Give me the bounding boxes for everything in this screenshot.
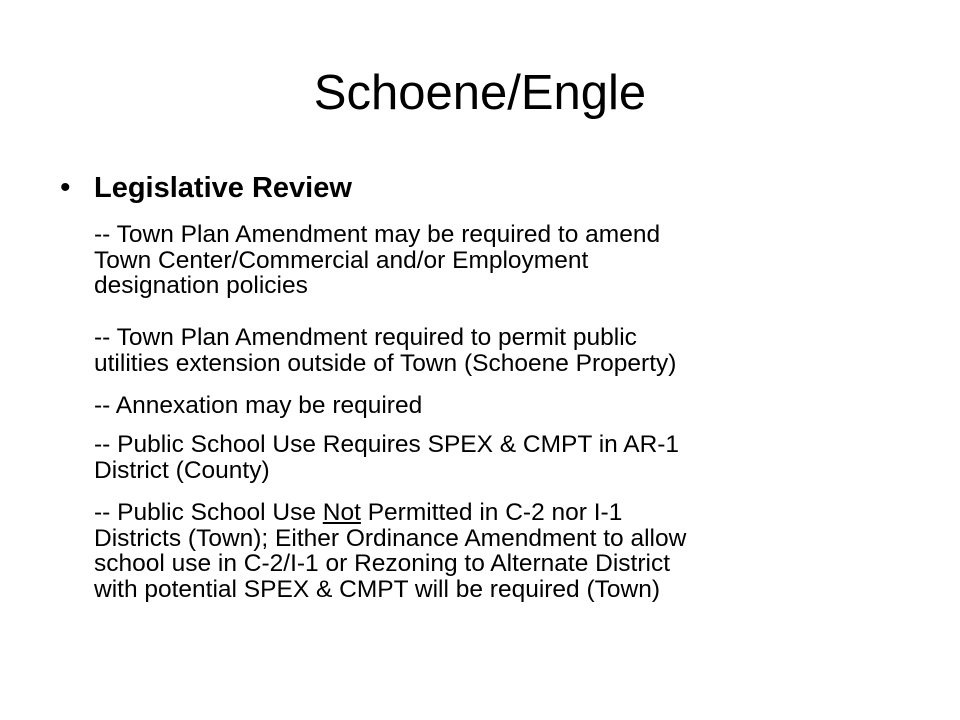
bullet-heading-row — [60, 168, 352, 208]
bullet-icon: • — [60, 171, 71, 204]
item-line: District (County) — [94, 456, 270, 484]
review-item-town-plan-amendment — [94, 222, 660, 299]
item-text: -- Public School Use — [94, 499, 323, 526]
item-line: Districts (Town); Either Ordinance Amendment to allow — [94, 524, 687, 552]
review-item-annexation — [94, 393, 422, 419]
item-text: Permitted in C-2 nor I-1 — [360, 499, 623, 526]
review-item-public-school-town — [94, 500, 686, 602]
item-line: Town Center/Commercial and/or Employment — [94, 246, 589, 274]
review-item-public-school-county — [94, 432, 679, 483]
review-item-utilities-extension — [94, 325, 676, 376]
item-line: school use in C-2/I-1 or Rezoning to Alternate District — [94, 550, 671, 577]
item-line: -- Annexation may be required — [94, 392, 423, 419]
item-line: -- Town Plan Amendment required to permit public — [94, 324, 637, 351]
item-line: utilities extension outside of Town (Schoene Property) — [94, 349, 677, 377]
underlined-not: Not — [322, 499, 361, 526]
item-line: with potential SPEX & CMPT will be required (Town) — [94, 575, 661, 603]
slide-title: Schoene/Engle — [313, 66, 647, 120]
section-heading: Legislative Review — [94, 172, 352, 204]
item-line: designation policies — [94, 272, 308, 299]
item-line: -- Town Plan Amendment may be required to amend — [94, 221, 661, 248]
item-line: -- Public School Use Requires SPEX & CMPT in AR-1 — [94, 431, 680, 458]
item-line — [94, 500, 686, 526]
